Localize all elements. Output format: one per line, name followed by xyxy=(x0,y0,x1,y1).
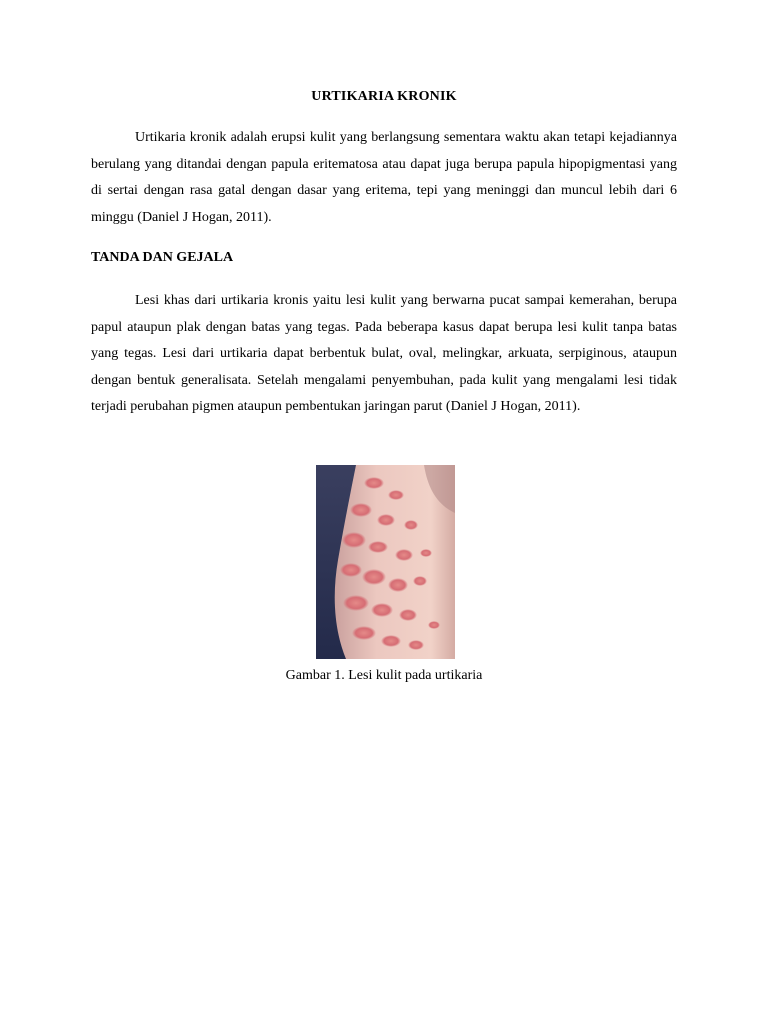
paragraph-signs-symptoms: Lesi khas dari urtikaria kronis yaitu lesi kulit yang berwarna pucat sampai kemerahan, berupa papul ataupun plak dengan batas yang tegas. Pada beberapa kasus dapat berupa lesi kulit tanpa batas yang tegas. Lesi dari urtikaria dapat berbentuk bulat, oval, melingkar, arkuata, serpiginous, ataupun dengan bentuk generalisata. Setelah mengalami penyembuhan, pada kulit yang mengalami lesi tidak terjadi perubahan pigmen ataupun pembentukan jaringan parut (Daniel J Hogan, 2011). xyxy=(91,293,677,414)
page-title: URTIKARIA KRONIK xyxy=(311,89,457,104)
urticaria-skin-photo xyxy=(316,465,455,659)
section-heading: TANDA DAN GEJALA xyxy=(91,250,234,265)
paragraph-definition: Urtikaria kronik adalah erupsi kulit yang berlangsung sementara waktu akan tetapi kejadiannya berulang yang ditandai dengan papula eritematosa atau dapat juga berupa papula hipopigmentasi yang di sertai dengan rasa gatal dengan dasar yang eritema, tepi yang meninggi dan muncul lebih dari 6 minggu (Daniel J Hogan, 2011). xyxy=(91,130,677,225)
figure-caption: Gambar 1. Lesi kulit pada urtikaria xyxy=(285,668,483,683)
